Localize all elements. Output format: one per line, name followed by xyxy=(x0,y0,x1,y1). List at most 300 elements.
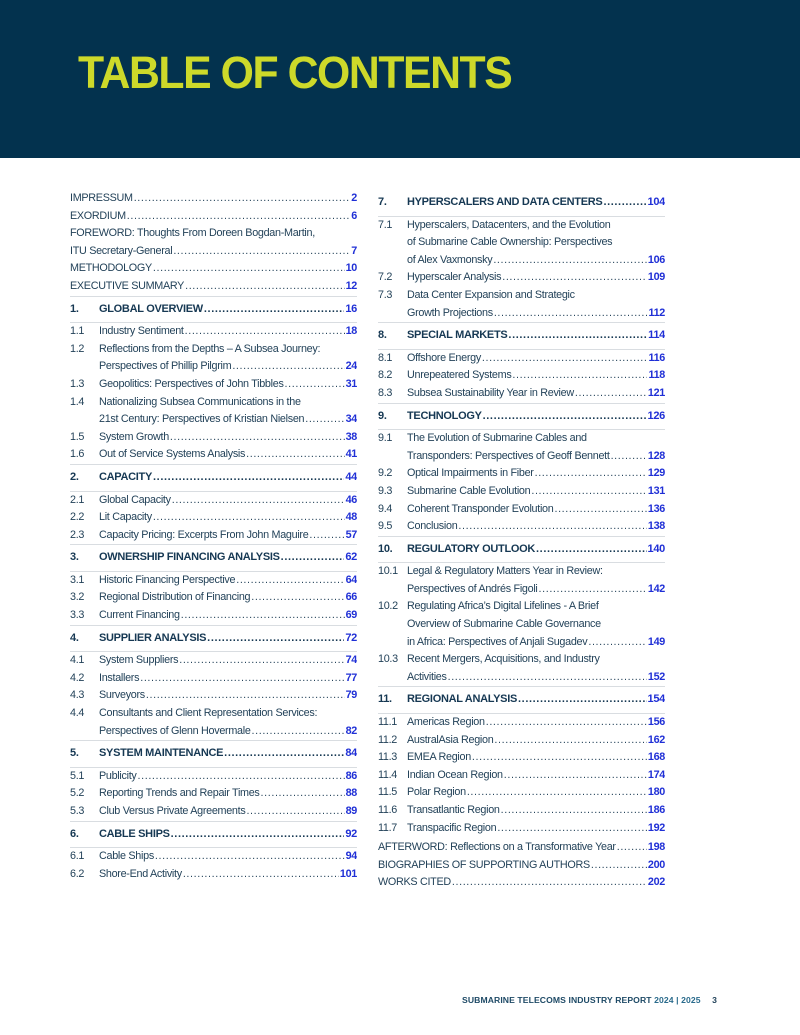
entry-label: Shore-End Activity xyxy=(99,867,182,880)
page-number: 180 xyxy=(647,786,665,799)
entry-label: HYPERSCALERS AND DATA CENTERS xyxy=(407,196,603,208)
section-number: 5.1 xyxy=(70,769,85,782)
entry-label: Reporting Trends and Repair Times xyxy=(99,787,260,800)
section-number: 1.4 xyxy=(70,395,85,408)
toc-subentry[interactable] xyxy=(70,848,357,866)
toc-subentry[interactable] xyxy=(70,446,357,464)
page-number: 10 xyxy=(345,262,357,275)
page-number: 129 xyxy=(647,467,665,480)
leader-dots xyxy=(173,243,350,261)
toc-entry-methodology[interactable] xyxy=(70,260,357,278)
leader-dots xyxy=(309,527,344,545)
toc-entry-foreword-line1[interactable] xyxy=(70,225,357,243)
toc-subentry[interactable] xyxy=(378,305,665,323)
header-band xyxy=(0,0,800,158)
entry-label: Growth Projections xyxy=(407,306,493,319)
entry-text xyxy=(99,376,357,394)
toc-section-heading[interactable] xyxy=(378,691,665,709)
section-number: 2. xyxy=(70,470,79,483)
entry-label: CABLE SHIPS xyxy=(99,827,170,840)
entry-label: Conclusion xyxy=(407,520,458,533)
entry-text xyxy=(407,465,665,483)
section-number: 2.3 xyxy=(70,528,85,541)
leader-dots xyxy=(494,305,648,323)
toc-subentry[interactable] xyxy=(378,269,665,287)
page-number: 186 xyxy=(647,804,665,816)
entry-label: METHODOLOGY xyxy=(70,262,152,275)
entry-text xyxy=(99,607,357,625)
toc-entry-line[interactable] xyxy=(70,705,357,723)
section-number: 7.3 xyxy=(378,288,393,301)
entry-text xyxy=(99,572,357,590)
toc-entry-exordium[interactable] xyxy=(70,208,357,226)
page-number: 31 xyxy=(345,377,357,390)
toc-subentry[interactable] xyxy=(70,527,357,545)
page-number: 131 xyxy=(647,484,665,497)
entry-text xyxy=(99,768,357,786)
leader-dots xyxy=(224,745,344,763)
page-number: 109 xyxy=(647,271,665,284)
entry-text xyxy=(99,803,357,821)
toc-subentry[interactable] xyxy=(378,732,665,750)
toc-section-heading[interactable] xyxy=(378,541,665,559)
toc-subentry[interactable] xyxy=(70,687,357,705)
page-number: 12 xyxy=(345,279,357,292)
section-divider xyxy=(70,544,357,545)
toc-subentry[interactable] xyxy=(70,509,357,527)
toc-section-heading[interactable] xyxy=(70,826,357,844)
page-number: 48 xyxy=(345,511,357,524)
section-number: 11.5 xyxy=(378,786,398,799)
leader-dots xyxy=(261,785,345,803)
entry-text xyxy=(99,785,357,803)
toc-subentry[interactable] xyxy=(378,518,665,536)
page-number: 142 xyxy=(647,582,665,595)
toc-subentry[interactable] xyxy=(378,350,665,368)
leader-dots xyxy=(493,252,647,270)
toc-subentry[interactable] xyxy=(378,465,665,483)
page-number: 57 xyxy=(345,528,357,541)
page-number: 118 xyxy=(648,369,665,382)
toc-subentry[interactable] xyxy=(70,323,357,341)
section-number: 8.3 xyxy=(378,386,393,399)
toc-entry-line[interactable] xyxy=(378,430,665,448)
page-number: 174 xyxy=(647,768,665,781)
section-divider xyxy=(378,322,665,323)
entry-text xyxy=(407,767,665,785)
toc-section-heading[interactable] xyxy=(70,301,357,319)
page-number: 66 xyxy=(345,591,357,604)
entry-text xyxy=(99,630,357,648)
section-number: 4.4 xyxy=(70,707,85,720)
entry-label: Subsea Sustainability Year in Review xyxy=(407,386,574,399)
toc-entry-line[interactable] xyxy=(378,287,665,305)
entry-text xyxy=(407,194,665,212)
leader-dots xyxy=(611,448,647,466)
page-number: 79 xyxy=(345,689,357,702)
toc-subentry[interactable] xyxy=(378,252,665,270)
toc-subentry[interactable] xyxy=(70,723,357,741)
entry-text xyxy=(407,802,665,820)
page-number: 77 xyxy=(345,671,357,684)
entry-label: Lit Capacity xyxy=(99,511,152,524)
page-number: 140 xyxy=(647,542,665,555)
section-number: 3. xyxy=(70,551,79,564)
leader-dots xyxy=(246,446,344,464)
entry-text xyxy=(407,350,665,368)
leader-dots xyxy=(591,857,647,875)
entry-label: Installers xyxy=(99,671,140,684)
toc-subentry[interactable] xyxy=(378,483,665,501)
page-number: 38 xyxy=(345,430,357,443)
leader-dots xyxy=(536,541,647,559)
section-number: 1.2 xyxy=(70,342,85,355)
entry-text xyxy=(99,549,357,567)
section-number: 1.5 xyxy=(70,430,85,443)
toc-entry-foreword[interactable] xyxy=(70,243,357,261)
leader-dots xyxy=(504,767,647,785)
entry-label: Nationalizing Subsea Communications in the xyxy=(99,395,301,408)
toc-entry-line[interactable] xyxy=(70,341,357,359)
toc-subentry[interactable] xyxy=(70,670,357,688)
section-number: 1.6 xyxy=(70,448,85,461)
toc-subentry[interactable] xyxy=(70,492,357,510)
leader-dots xyxy=(153,469,344,487)
entry-text xyxy=(99,652,357,670)
entry-text xyxy=(407,327,665,345)
entry-text xyxy=(407,784,665,802)
page-number: 128 xyxy=(647,449,665,462)
left-sections xyxy=(70,296,357,884)
entry-text xyxy=(407,669,665,687)
toc-entry-impressum[interactable] xyxy=(70,190,357,208)
entry-text xyxy=(407,501,665,519)
toc-section-heading[interactable] xyxy=(378,194,665,212)
toc-subentry[interactable] xyxy=(70,607,357,625)
toc-entry-line[interactable] xyxy=(378,217,665,235)
section-number: 10. xyxy=(378,542,393,555)
entry-label: Current Financing xyxy=(99,609,180,622)
entry-text xyxy=(99,527,357,545)
leader-dots xyxy=(472,749,647,767)
entry-label: BIOGRAPHIES OF SUPPORTING AUTHORS xyxy=(378,858,590,871)
toc-entry-line[interactable] xyxy=(378,563,665,581)
entry-text xyxy=(407,598,665,616)
leader-dots xyxy=(467,784,647,802)
toc-section-heading[interactable] xyxy=(70,745,357,763)
page-number: 88 xyxy=(345,787,357,800)
entry-text xyxy=(407,581,665,599)
section-divider xyxy=(70,740,357,741)
entry-text xyxy=(407,541,665,559)
leader-dots xyxy=(170,429,345,447)
leader-dots xyxy=(155,848,345,866)
section-divider xyxy=(70,821,357,822)
section-number: 7.2 xyxy=(378,271,393,284)
toc-entry-line[interactable] xyxy=(378,651,665,669)
toc-subentry[interactable] xyxy=(378,820,665,838)
section-number: 10.2 xyxy=(378,600,398,613)
leader-dots xyxy=(183,866,339,884)
leader-dots xyxy=(483,408,647,426)
page-number: 72 xyxy=(345,631,357,644)
page-number: 200 xyxy=(647,858,665,871)
leader-dots xyxy=(153,509,345,527)
entry-label: Recent Mergers, Acquisitions, and Industry xyxy=(407,653,600,666)
toc-subentry[interactable] xyxy=(378,367,665,385)
entry-label: Perspectives of Phillip Pilgrim xyxy=(99,360,232,373)
entry-text xyxy=(99,866,357,884)
toc-subentry[interactable] xyxy=(70,768,357,786)
entry-label: SPECIAL MARKETS xyxy=(407,329,508,342)
entry-label: 21st Century: Perspectives of Kristian Nielsen xyxy=(99,413,305,426)
page-number: 156 xyxy=(647,716,665,729)
section-number: 9.1 xyxy=(378,432,393,445)
page-number: 101 xyxy=(339,867,357,880)
leader-dots xyxy=(138,768,345,786)
entry-label: AFTERWORD: Reflections on a Transformative Year xyxy=(378,841,616,854)
entry-text xyxy=(99,358,357,376)
leader-dots xyxy=(251,589,344,607)
entry-label: Hyperscaler Analysis xyxy=(407,271,502,284)
entry-text xyxy=(99,323,357,341)
page-number: 126 xyxy=(647,409,665,422)
page-number: 18 xyxy=(345,325,357,338)
entry-text xyxy=(407,367,665,385)
entry-label: Offshore Energy xyxy=(407,351,481,364)
entry-label: Hyperscalers, Datacenters, and the Evolution xyxy=(407,218,611,231)
leader-dots xyxy=(588,634,647,652)
entry-text xyxy=(407,634,665,652)
page-number: 89 xyxy=(345,805,357,817)
entry-text xyxy=(407,518,665,536)
entry-label: WORKS CITED xyxy=(378,876,451,889)
leader-dots xyxy=(204,301,344,319)
leader-dots xyxy=(458,518,646,536)
leader-dots xyxy=(153,260,345,278)
entry-label: Perspectives of Glenn Hovermale xyxy=(99,724,251,737)
footer-page-number: 3 xyxy=(712,995,718,1005)
toc-section-heading[interactable] xyxy=(70,549,357,567)
entry-label: Global Capacity xyxy=(99,493,171,506)
entry-label: Data Center Expansion and Strategic xyxy=(407,288,575,301)
page-number: 16 xyxy=(345,302,357,315)
entry-text xyxy=(407,749,665,767)
page-number: 162 xyxy=(647,733,665,746)
toc-subentry[interactable] xyxy=(378,669,665,687)
section-number: 8.2 xyxy=(378,369,393,382)
section-number: 3.3 xyxy=(70,609,85,622)
toc-subentry[interactable] xyxy=(70,411,357,429)
leader-dots xyxy=(452,874,647,892)
entry-text xyxy=(99,848,357,866)
entry-label: IMPRESSUM xyxy=(70,192,133,204)
toc-subentry[interactable] xyxy=(378,714,665,732)
section-number: 5.3 xyxy=(70,805,85,817)
toc-entry-afterword[interactable] xyxy=(378,839,665,857)
toc-subentry[interactable] xyxy=(70,785,357,803)
toc-subentry[interactable] xyxy=(70,866,357,884)
toc-subentry[interactable] xyxy=(70,376,357,394)
toc-subentry[interactable] xyxy=(378,501,665,519)
section-number: 7. xyxy=(378,196,387,208)
entry-label: System Suppliers xyxy=(99,654,179,667)
leader-dots xyxy=(232,358,344,376)
toc-subentry[interactable] xyxy=(70,429,357,447)
toc-entry-continuation: Overview of Submarine Cable Governance xyxy=(407,618,601,631)
entry-label: Out of Service Systems Analysis xyxy=(99,448,246,461)
page-number: 69 xyxy=(345,609,357,622)
entry-label: EXORDIUM xyxy=(70,209,126,222)
section-number: 8.1 xyxy=(378,351,393,364)
section-number: 3.2 xyxy=(70,591,85,604)
leader-dots xyxy=(554,501,646,519)
entry-text xyxy=(99,411,357,429)
toc-entry-biographies[interactable] xyxy=(378,857,665,875)
section-number: 4.2 xyxy=(70,671,85,684)
entry-text xyxy=(99,394,357,412)
toc-subentry[interactable] xyxy=(70,803,357,821)
entry-text xyxy=(407,430,665,448)
leader-dots xyxy=(246,803,344,821)
section-number: 9.4 xyxy=(378,502,393,515)
section-number: 2.2 xyxy=(70,511,85,524)
section-number: 11.3 xyxy=(378,751,398,764)
section-divider xyxy=(378,536,665,537)
entry-label: SUPPLIER ANALYSIS xyxy=(99,631,207,644)
entry-label: Consultants and Client Representation Services: xyxy=(99,707,318,720)
toc-subentry[interactable] xyxy=(70,572,357,590)
leader-dots xyxy=(207,630,344,648)
leader-dots xyxy=(512,367,647,385)
section-number: 11.6 xyxy=(378,804,398,816)
entry-label: EMEA Region xyxy=(407,751,471,764)
entry-label: EXECUTIVE SUMMARY xyxy=(70,279,185,292)
page-number: 136 xyxy=(647,502,665,515)
entry-label: Americas Region xyxy=(407,716,485,729)
leader-dots xyxy=(603,194,646,212)
entry-text xyxy=(99,301,357,319)
entry-label: Transatlantic Region xyxy=(407,804,500,816)
toc-entry-works-cited[interactable] xyxy=(378,874,665,892)
toc-subentry[interactable] xyxy=(70,589,357,607)
entry-text xyxy=(407,651,665,669)
section-number: 7.1 xyxy=(378,218,393,231)
entry-label: Regional Distribution of Financing xyxy=(99,591,251,604)
toc-section-heading[interactable] xyxy=(378,408,665,426)
toc-subentry[interactable] xyxy=(378,784,665,802)
toc-subentry[interactable] xyxy=(378,581,665,599)
page-number: 168 xyxy=(647,751,665,764)
toc-subentry[interactable] xyxy=(378,767,665,785)
entry-label: Reflections from the Depths – A Subsea Journey: xyxy=(99,342,321,355)
section-number: 11.1 xyxy=(378,716,398,729)
toc-section-heading[interactable] xyxy=(70,469,357,487)
page-number: 116 xyxy=(648,351,665,364)
toc-section-heading[interactable] xyxy=(70,630,357,648)
toc-subentry[interactable] xyxy=(378,802,665,820)
page-number: 62 xyxy=(345,551,357,564)
leader-dots xyxy=(518,691,647,709)
leader-dots xyxy=(252,723,345,741)
entry-text xyxy=(407,252,665,270)
page-footer xyxy=(462,995,717,1005)
leader-dots xyxy=(285,376,345,394)
entry-label: Perspectives of Andrés Figoli xyxy=(407,582,538,595)
leader-dots xyxy=(486,714,647,732)
section-number: 9.2 xyxy=(378,467,393,480)
leader-dots xyxy=(171,826,345,844)
toc-subentry[interactable] xyxy=(70,652,357,670)
entry-text xyxy=(407,305,665,323)
entry-label: TECHNOLOGY xyxy=(407,409,482,422)
page-number: 112 xyxy=(648,306,665,319)
page-number: 24 xyxy=(345,360,357,373)
toc-entry-line[interactable] xyxy=(378,598,665,616)
leader-dots xyxy=(305,411,344,429)
leader-dots xyxy=(181,607,345,625)
toc-entry-line[interactable] xyxy=(70,394,357,412)
page-number: 84 xyxy=(345,747,357,760)
page-number: 82 xyxy=(345,724,357,737)
toc-entry-continuation: of Submarine Cable Ownership: Perspectives xyxy=(407,236,613,249)
toc-subentry[interactable] xyxy=(378,749,665,767)
toc-subentry[interactable] xyxy=(70,358,357,376)
page-number: 34 xyxy=(345,413,357,426)
section-number: 8. xyxy=(378,329,387,342)
section-number: 6. xyxy=(70,827,79,840)
leader-dots xyxy=(281,549,345,567)
toc-subentry[interactable] xyxy=(378,385,665,403)
entry-text xyxy=(99,429,357,447)
leader-dots xyxy=(497,820,647,838)
section-number: 9.3 xyxy=(378,484,393,497)
entry-text xyxy=(99,492,357,510)
section-number: 4.1 xyxy=(70,654,85,667)
section-number: 10.1 xyxy=(378,565,398,578)
page-number: 121 xyxy=(647,386,665,399)
section-number: 3.1 xyxy=(70,573,85,586)
page-number: 44 xyxy=(345,470,357,483)
page-number: 198 xyxy=(647,841,665,854)
toc-subentry[interactable] xyxy=(378,634,665,652)
entry-label: Indian Ocean Region xyxy=(407,768,503,781)
leader-dots xyxy=(448,669,647,687)
footer-report-title: SUBMARINE TELECOMS INDUSTRY REPORT xyxy=(462,995,652,1005)
leader-dots xyxy=(482,350,648,368)
section-number: 11.4 xyxy=(378,768,398,781)
leader-dots xyxy=(508,327,647,345)
toc-subentry[interactable] xyxy=(378,448,665,466)
footer-years: 2024 | 2025 xyxy=(654,995,701,1005)
entry-label: CAPACITY xyxy=(99,470,153,483)
entry-label: Regulating Africa’s Digital Lifelines - A Brief xyxy=(407,600,599,613)
page-number: 41 xyxy=(345,448,357,461)
entry-label: The Evolution of Submarine Cables and xyxy=(407,432,587,445)
page-number: 92 xyxy=(345,827,357,840)
entry-label: Geopolitics: Perspectives of John Tibbles xyxy=(99,377,284,390)
toc-entry-executive-summary[interactable] xyxy=(70,278,357,296)
section-number: 9.5 xyxy=(378,520,393,533)
toc-section-heading[interactable] xyxy=(378,327,665,345)
leader-dots xyxy=(575,385,647,403)
leader-dots xyxy=(531,483,647,501)
leader-dots xyxy=(185,323,345,341)
entry-label: AustralAsia Region xyxy=(407,733,494,746)
section-number: 9. xyxy=(378,409,387,422)
entry-text xyxy=(99,341,357,359)
page-number: 154 xyxy=(647,693,665,706)
